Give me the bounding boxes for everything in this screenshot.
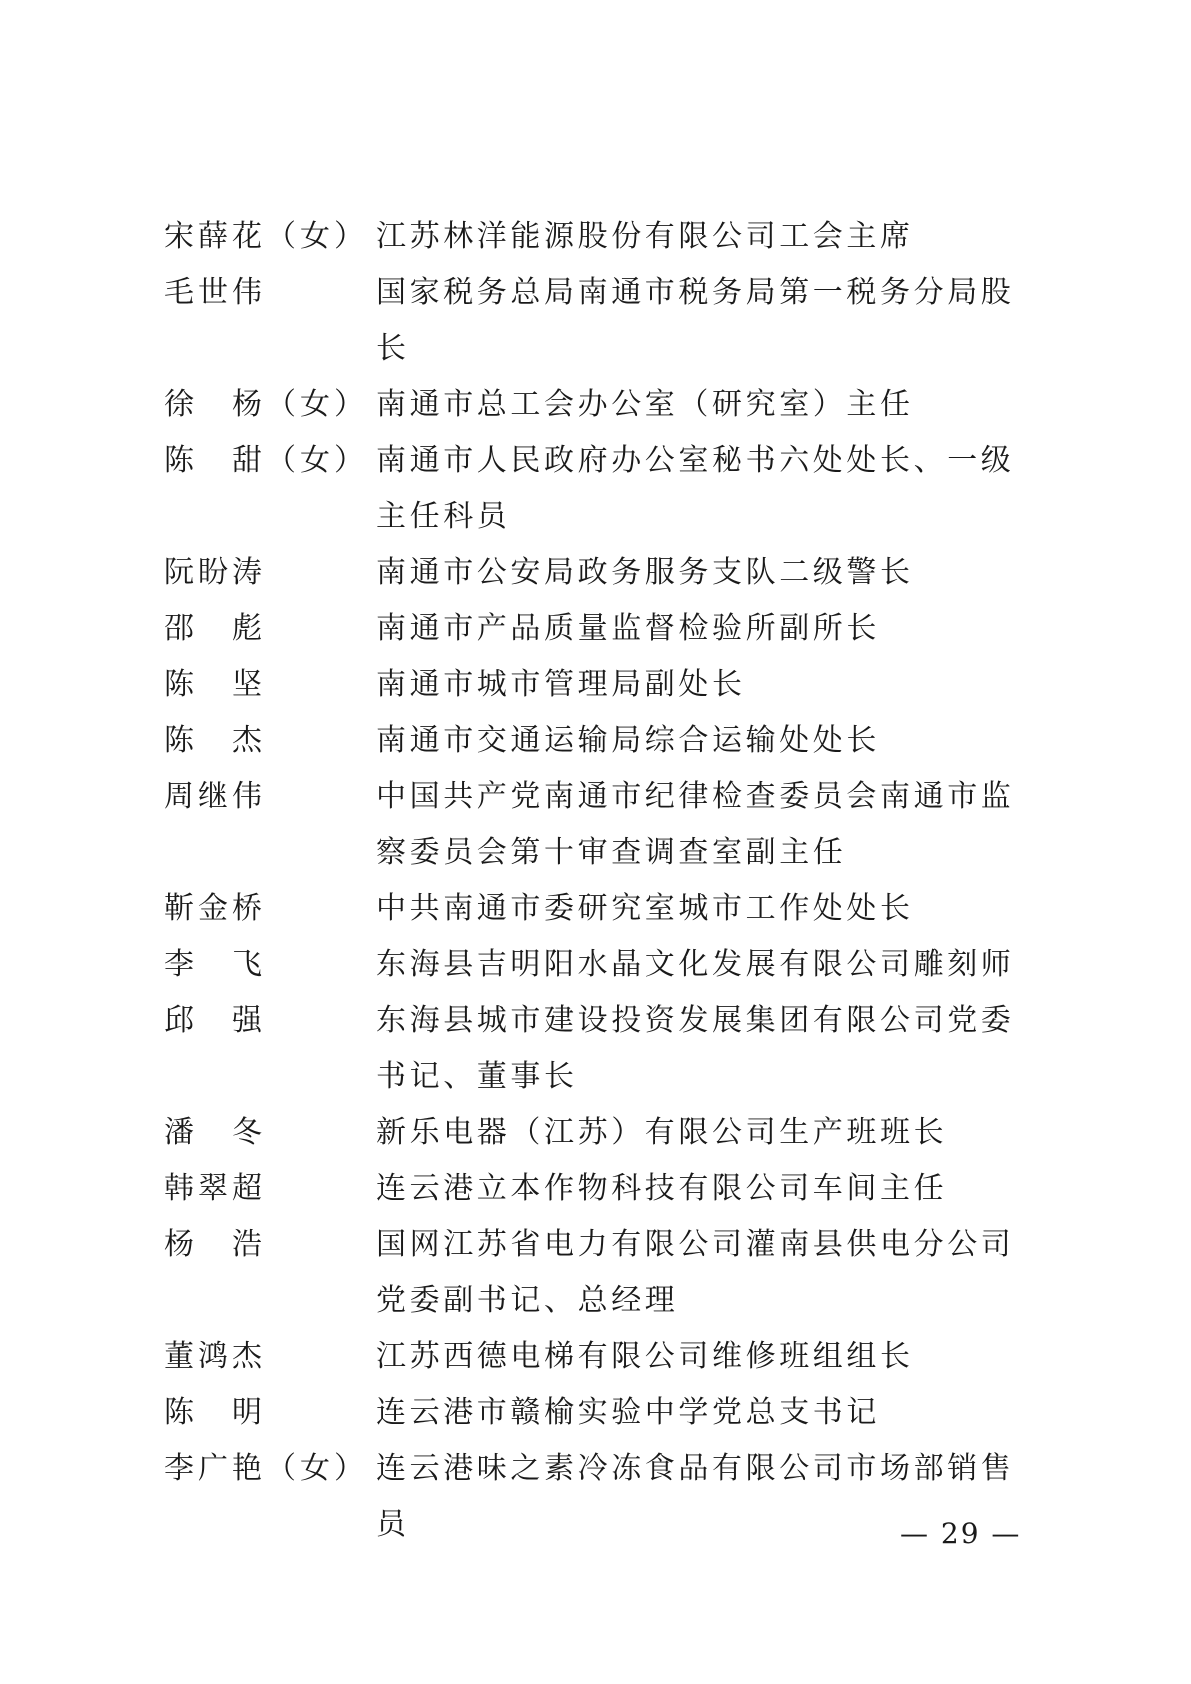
person-name: 阮盼涛: [164, 555, 266, 590]
list-item: [164, 1161, 1044, 1217]
person-name: 周继伟: [164, 779, 266, 814]
person-name: 毛世伟: [164, 275, 266, 310]
person-name: 徐 杨（女）: [164, 387, 368, 422]
person-name: 陈 杰: [164, 723, 266, 758]
person-name: 杨 浩: [164, 1227, 266, 1262]
list-item: [164, 433, 1044, 545]
list-item: [164, 377, 1044, 433]
person-position: 中共南通市委研究室城市工作处处长: [376, 891, 914, 926]
person-name: 李广艳（女）: [164, 1451, 368, 1486]
page-number: — 29 —: [900, 1517, 1022, 1550]
list-item: [164, 1217, 1044, 1329]
person-position: 连云港味之素冷冻食品有限公司市场部销售员: [376, 1451, 1015, 1542]
person-position: 国家税务总局南通市税务局第一税务分局股长: [376, 275, 1015, 366]
list-item: [164, 1385, 1044, 1441]
person-position: 新乐电器（江苏）有限公司生产班班长: [376, 1115, 948, 1150]
person-position: 连云港市赣榆实验中学党总支书记: [376, 1395, 880, 1430]
list-item: [164, 769, 1044, 881]
person-position: 南通市产品质量监督检验所副所长: [376, 611, 880, 646]
person-position: 连云港立本作物科技有限公司车间主任: [376, 1171, 948, 1206]
list-item: [164, 1329, 1044, 1385]
person-position: 南通市总工会办公室（研究室）主任: [376, 387, 914, 422]
list-item: [164, 993, 1044, 1105]
person-position: 南通市人民政府办公室秘书六处处长、一级主任科员: [376, 443, 1015, 534]
list-item: [164, 937, 1044, 993]
person-name: 潘 冬: [164, 1115, 266, 1150]
person-name: 李 飞: [164, 947, 266, 982]
list-item: [164, 545, 1044, 601]
person-position: 南通市城市管理局副处长: [376, 667, 746, 702]
person-name: 邱 强: [164, 1003, 266, 1038]
person-position: 南通市公安局政务服务支队二级警长: [376, 555, 914, 590]
person-position: 江苏林洋能源股份有限公司工会主席: [376, 219, 914, 254]
person-name: 陈 坚: [164, 667, 266, 702]
list-item: [164, 265, 1044, 377]
list-item: [164, 601, 1044, 657]
person-name: 宋薛花（女）: [164, 219, 368, 254]
list-item: [164, 1105, 1044, 1161]
person-name: 靳金桥: [164, 891, 266, 926]
person-name: 韩翠超: [164, 1171, 266, 1206]
person-position: 东海县城市建设投资发展集团有限公司党委书记、董事长: [376, 1003, 1015, 1094]
person-position: 中国共产党南通市纪律检查委员会南通市监察委员会第十审查调查室副主任: [376, 779, 1015, 870]
person-name: 邵 彪: [164, 611, 266, 646]
person-position: 国网江苏省电力有限公司灌南县供电分公司党委副书记、总经理: [376, 1227, 1015, 1318]
person-name: 董鸿杰: [164, 1339, 266, 1374]
person-name: 陈 甜（女）: [164, 443, 368, 478]
list-item: [164, 657, 1044, 713]
list-item: [164, 881, 1044, 937]
personnel-list: [164, 209, 1044, 1553]
person-name: 陈 明: [164, 1395, 266, 1430]
person-position: 南通市交通运输局综合运输处处长: [376, 723, 880, 758]
list-item: [164, 209, 1044, 265]
person-position: 江苏西德电梯有限公司维修班组组长: [376, 1339, 914, 1374]
person-position: 东海县吉明阳水晶文化发展有限公司雕刻师: [376, 947, 1015, 982]
list-item: [164, 713, 1044, 769]
